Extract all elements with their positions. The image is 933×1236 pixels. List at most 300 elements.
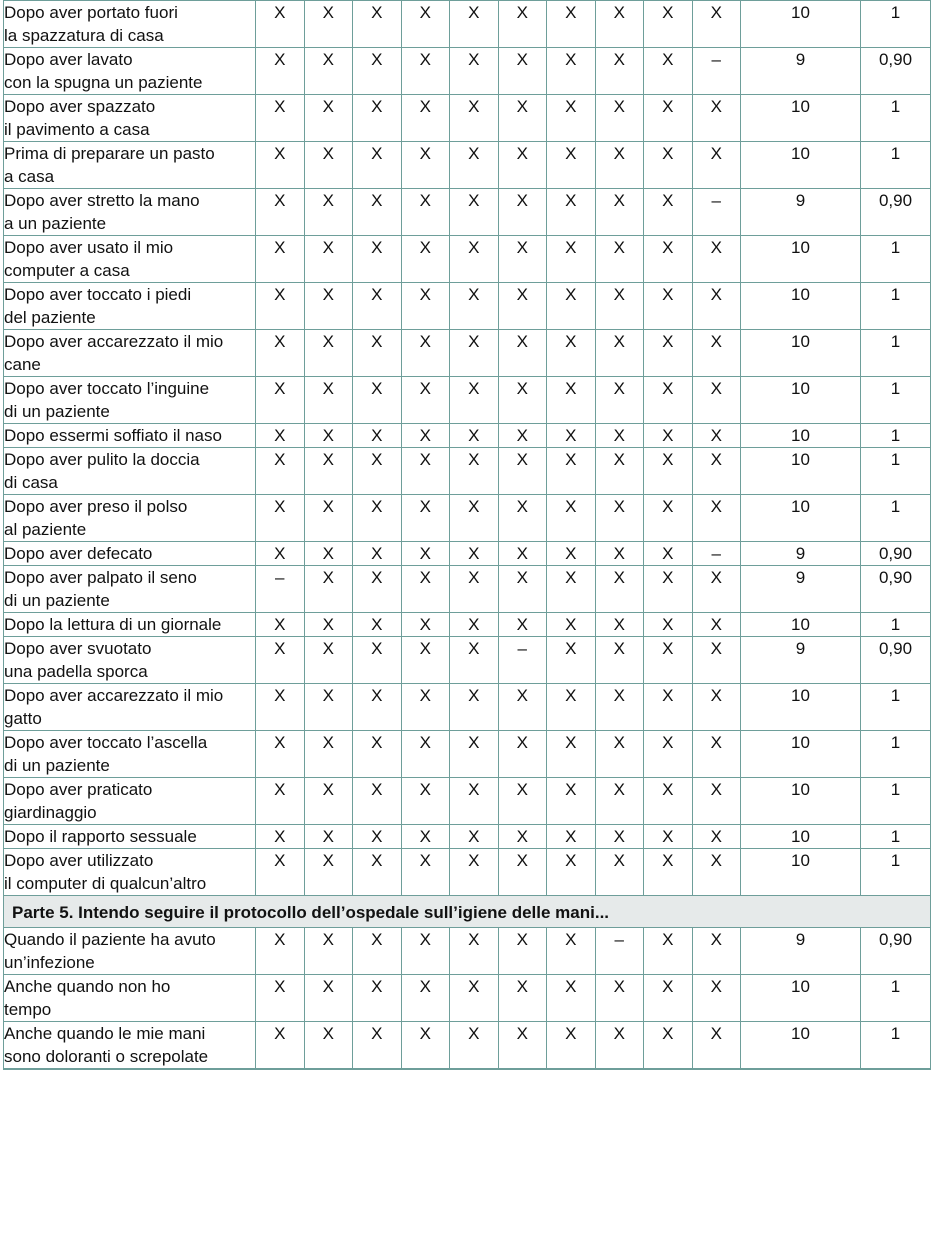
mark-cell: X <box>353 495 402 542</box>
mark-cell: X <box>644 684 693 731</box>
index-cell: 0,90 <box>861 48 931 95</box>
mark-cell: X <box>692 448 741 495</box>
row-label: Dopo il rapporto sessuale <box>4 825 256 849</box>
total-cell: 10 <box>741 778 861 825</box>
mark-cell: X <box>692 1022 741 1070</box>
mark-cell: X <box>401 495 450 542</box>
mark-cell: X <box>401 928 450 975</box>
mark-cell: X <box>498 778 547 825</box>
mark-cell: X <box>353 142 402 189</box>
mark-cell: X <box>401 95 450 142</box>
mark-cell: X <box>450 684 499 731</box>
mark-cell: X <box>498 189 547 236</box>
mark-cell: X <box>692 613 741 637</box>
mark-cell: X <box>401 637 450 684</box>
index-cell: 1 <box>861 731 931 778</box>
table-row <box>4 283 931 330</box>
mark-cell: X <box>595 283 644 330</box>
mark-cell: X <box>304 424 353 448</box>
mark-cell: X <box>644 48 693 95</box>
mark-cell: X <box>304 236 353 283</box>
mark-cell: X <box>256 542 305 566</box>
index-cell: 0,90 <box>861 189 931 236</box>
table-row <box>4 48 931 95</box>
mark-cell: X <box>450 424 499 448</box>
mark-cell: – <box>692 48 741 95</box>
mark-cell: X <box>256 330 305 377</box>
mark-cell: X <box>353 448 402 495</box>
mark-cell: – <box>692 542 741 566</box>
table-row <box>4 637 931 684</box>
mark-cell: X <box>595 1 644 48</box>
mark-cell: X <box>547 637 596 684</box>
table-row <box>4 495 931 542</box>
row-label: Dopo aver usato il mio computer a casa <box>4 236 256 283</box>
mark-cell: X <box>304 142 353 189</box>
row-label: Dopo aver svuotato una padella sporca <box>4 637 256 684</box>
mark-cell: – <box>498 637 547 684</box>
row-label: Dopo aver palpato il seno di un paziente <box>4 566 256 613</box>
mark-cell: X <box>595 236 644 283</box>
mark-cell: X <box>353 637 402 684</box>
hygiene-evaluation-table <box>3 0 931 1070</box>
mark-cell: X <box>304 542 353 566</box>
mark-cell: X <box>547 975 596 1022</box>
row-label: Prima di preparare un pasto a casa <box>4 142 256 189</box>
mark-cell: X <box>498 424 547 448</box>
row-label: Quando il paziente ha avuto un’infezione <box>4 928 256 975</box>
mark-cell: X <box>692 928 741 975</box>
mark-cell: X <box>353 566 402 613</box>
mark-cell: X <box>450 236 499 283</box>
mark-cell: X <box>353 330 402 377</box>
index-cell: 0,90 <box>861 566 931 613</box>
mark-cell: X <box>353 849 402 896</box>
mark-cell: X <box>547 142 596 189</box>
mark-cell: X <box>644 448 693 495</box>
mark-cell: X <box>401 684 450 731</box>
mark-cell: X <box>304 566 353 613</box>
mark-cell: X <box>256 95 305 142</box>
mark-cell: X <box>450 142 499 189</box>
mark-cell: X <box>644 849 693 896</box>
mark-cell: X <box>353 1022 402 1070</box>
total-cell: 10 <box>741 849 861 896</box>
index-cell: 1 <box>861 849 931 896</box>
mark-cell: X <box>304 778 353 825</box>
mark-cell: X <box>353 684 402 731</box>
mark-cell: X <box>644 424 693 448</box>
row-label: Dopo aver lavato con la spugna un paziente <box>4 48 256 95</box>
mark-cell: X <box>353 48 402 95</box>
index-cell: 1 <box>861 95 931 142</box>
mark-cell: X <box>644 1022 693 1070</box>
mark-cell: X <box>595 975 644 1022</box>
mark-cell: X <box>595 377 644 424</box>
section-header-row <box>4 896 931 928</box>
mark-cell: X <box>256 825 305 849</box>
mark-cell: X <box>401 283 450 330</box>
mark-cell: X <box>498 283 547 330</box>
table-row <box>4 928 931 975</box>
mark-cell: X <box>256 1022 305 1070</box>
index-cell: 1 <box>861 613 931 637</box>
mark-cell: X <box>353 1 402 48</box>
table-row <box>4 566 931 613</box>
mark-cell: X <box>644 95 693 142</box>
row-label: Dopo aver portato fuori la spazzatura di casa <box>4 1 256 48</box>
mark-cell: X <box>547 849 596 896</box>
mark-cell: X <box>692 637 741 684</box>
mark-cell: X <box>547 731 596 778</box>
mark-cell: X <box>401 48 450 95</box>
index-cell: 1 <box>861 377 931 424</box>
mark-cell: X <box>547 542 596 566</box>
row-label: Dopo aver toccato i piedi del paziente <box>4 283 256 330</box>
mark-cell: X <box>692 236 741 283</box>
mark-cell: X <box>498 1022 547 1070</box>
mark-cell: X <box>256 778 305 825</box>
mark-cell: X <box>498 142 547 189</box>
mark-cell: X <box>692 566 741 613</box>
mark-cell: X <box>644 731 693 778</box>
table-row <box>4 849 931 896</box>
mark-cell: X <box>644 142 693 189</box>
mark-cell: X <box>256 975 305 1022</box>
mark-cell: X <box>644 283 693 330</box>
mark-cell: X <box>353 424 402 448</box>
mark-cell: X <box>595 566 644 613</box>
index-cell: 0,90 <box>861 637 931 684</box>
mark-cell: X <box>401 189 450 236</box>
mark-cell: X <box>644 377 693 424</box>
total-cell: 10 <box>741 330 861 377</box>
mark-cell: X <box>401 566 450 613</box>
mark-cell: X <box>304 825 353 849</box>
mark-cell: X <box>353 542 402 566</box>
mark-cell: X <box>256 684 305 731</box>
mark-cell: X <box>401 330 450 377</box>
mark-cell: X <box>304 189 353 236</box>
mark-cell: X <box>256 637 305 684</box>
row-label: Dopo aver stretto la mano a un paziente <box>4 189 256 236</box>
total-cell: 10 <box>741 1022 861 1070</box>
mark-cell: X <box>498 236 547 283</box>
total-cell: 10 <box>741 825 861 849</box>
mark-cell: X <box>450 48 499 95</box>
index-cell: 1 <box>861 825 931 849</box>
mark-cell: X <box>256 731 305 778</box>
row-label: Dopo aver praticato giardinaggio <box>4 778 256 825</box>
index-cell: 1 <box>861 1022 931 1070</box>
mark-cell: X <box>498 448 547 495</box>
index-cell: 1 <box>861 424 931 448</box>
index-cell: 0,90 <box>861 542 931 566</box>
mark-cell: X <box>498 825 547 849</box>
table-row <box>4 95 931 142</box>
mark-cell: X <box>595 825 644 849</box>
mark-cell: X <box>644 825 693 849</box>
mark-cell: X <box>547 424 596 448</box>
mark-cell: X <box>644 566 693 613</box>
table-row <box>4 684 931 731</box>
mark-cell: X <box>256 142 305 189</box>
mark-cell: X <box>256 495 305 542</box>
mark-cell: X <box>401 448 450 495</box>
mark-cell: X <box>547 283 596 330</box>
total-cell: 9 <box>741 566 861 613</box>
mark-cell: X <box>644 778 693 825</box>
mark-cell: X <box>304 95 353 142</box>
row-label: Dopo aver toccato l’inguine di un paziente <box>4 377 256 424</box>
total-cell: 10 <box>741 377 861 424</box>
mark-cell: X <box>547 236 596 283</box>
index-cell: 1 <box>861 142 931 189</box>
table-row <box>4 330 931 377</box>
mark-cell: X <box>595 424 644 448</box>
mark-cell: X <box>304 849 353 896</box>
mark-cell: X <box>450 495 499 542</box>
mark-cell: X <box>401 975 450 1022</box>
mark-cell: X <box>450 542 499 566</box>
mark-cell: X <box>644 236 693 283</box>
mark-cell: X <box>401 731 450 778</box>
mark-cell: X <box>401 142 450 189</box>
mark-cell: X <box>595 330 644 377</box>
mark-cell: X <box>304 1022 353 1070</box>
mark-cell: X <box>595 448 644 495</box>
mark-cell: X <box>547 330 596 377</box>
mark-cell: X <box>692 778 741 825</box>
row-label: Anche quando non ho tempo <box>4 975 256 1022</box>
total-cell: 10 <box>741 495 861 542</box>
row-label: Dopo aver accarezzato il mio gatto <box>4 684 256 731</box>
table-row <box>4 189 931 236</box>
mark-cell: X <box>595 142 644 189</box>
mark-cell: X <box>256 236 305 283</box>
mark-cell: X <box>256 1 305 48</box>
mark-cell: X <box>304 731 353 778</box>
row-label: Dopo aver toccato l’ascella di un paziente <box>4 731 256 778</box>
mark-cell: X <box>450 928 499 975</box>
mark-cell: X <box>692 377 741 424</box>
mark-cell: X <box>450 613 499 637</box>
total-cell: 10 <box>741 142 861 189</box>
mark-cell: X <box>256 448 305 495</box>
total-cell: 10 <box>741 731 861 778</box>
mark-cell: X <box>401 825 450 849</box>
table-row <box>4 825 931 849</box>
mark-cell: X <box>498 684 547 731</box>
mark-cell: – <box>692 189 741 236</box>
mark-cell: X <box>595 542 644 566</box>
mark-cell: X <box>304 637 353 684</box>
mark-cell: X <box>353 928 402 975</box>
mark-cell: X <box>450 637 499 684</box>
mark-cell: X <box>353 283 402 330</box>
mark-cell: X <box>304 448 353 495</box>
mark-cell: X <box>595 731 644 778</box>
mark-cell: X <box>450 448 499 495</box>
mark-cell: X <box>547 613 596 637</box>
mark-cell: X <box>595 1022 644 1070</box>
total-cell: 9 <box>741 637 861 684</box>
mark-cell: X <box>547 495 596 542</box>
mark-cell: X <box>498 566 547 613</box>
mark-cell: X <box>498 731 547 778</box>
mark-cell: X <box>498 928 547 975</box>
mark-cell: X <box>450 778 499 825</box>
mark-cell: X <box>450 975 499 1022</box>
mark-cell: X <box>450 95 499 142</box>
total-cell: 10 <box>741 448 861 495</box>
mark-cell: X <box>256 849 305 896</box>
mark-cell: X <box>644 189 693 236</box>
mark-cell: X <box>547 825 596 849</box>
mark-cell: X <box>256 424 305 448</box>
mark-cell: X <box>644 542 693 566</box>
mark-cell: X <box>304 330 353 377</box>
mark-cell: X <box>547 189 596 236</box>
mark-cell: X <box>692 684 741 731</box>
table-row <box>4 1 931 48</box>
mark-cell: X <box>692 731 741 778</box>
mark-cell: X <box>256 48 305 95</box>
mark-cell: X <box>401 613 450 637</box>
mark-cell: X <box>547 928 596 975</box>
mark-cell: X <box>304 1 353 48</box>
mark-cell: X <box>595 189 644 236</box>
mark-cell: X <box>450 1 499 48</box>
total-cell: 9 <box>741 48 861 95</box>
mark-cell: X <box>547 566 596 613</box>
mark-cell: X <box>692 825 741 849</box>
mark-cell: X <box>256 928 305 975</box>
mark-cell: X <box>595 637 644 684</box>
mark-cell: X <box>692 975 741 1022</box>
mark-cell: X <box>353 975 402 1022</box>
row-label: Dopo aver pulito la doccia di casa <box>4 448 256 495</box>
mark-cell: X <box>256 377 305 424</box>
mark-cell: X <box>304 495 353 542</box>
table-row <box>4 424 931 448</box>
row-label: Dopo essermi soffiato il naso <box>4 424 256 448</box>
total-cell: 10 <box>741 95 861 142</box>
mark-cell: X <box>547 448 596 495</box>
mark-cell: X <box>353 825 402 849</box>
mark-cell: X <box>547 48 596 95</box>
mark-cell: X <box>644 928 693 975</box>
mark-cell: X <box>304 48 353 95</box>
mark-cell: X <box>595 48 644 95</box>
mark-cell: X <box>692 330 741 377</box>
index-cell: 1 <box>861 684 931 731</box>
total-cell: 9 <box>741 542 861 566</box>
total-cell: 10 <box>741 975 861 1022</box>
table-row <box>4 1022 931 1070</box>
mark-cell: X <box>353 778 402 825</box>
section-title: Parte 5. Intendo seguire il protocollo dell’ospedale sull’igiene delle mani... <box>4 896 931 928</box>
mark-cell: X <box>692 424 741 448</box>
mark-cell: X <box>401 849 450 896</box>
mark-cell: X <box>498 377 547 424</box>
mark-cell: X <box>692 95 741 142</box>
mark-cell: X <box>304 283 353 330</box>
row-label: Dopo aver spazzato il pavimento a casa <box>4 95 256 142</box>
mark-cell: X <box>401 377 450 424</box>
mark-cell: X <box>692 142 741 189</box>
table-body <box>4 1 931 1070</box>
mark-cell: X <box>595 495 644 542</box>
total-cell: 9 <box>741 928 861 975</box>
table-row <box>4 542 931 566</box>
mark-cell: X <box>353 236 402 283</box>
mark-cell: X <box>692 849 741 896</box>
mark-cell: X <box>547 778 596 825</box>
mark-cell: X <box>595 684 644 731</box>
table-row <box>4 975 931 1022</box>
index-cell: 1 <box>861 975 931 1022</box>
mark-cell: X <box>304 975 353 1022</box>
mark-cell: X <box>353 377 402 424</box>
mark-cell: X <box>256 283 305 330</box>
index-cell: 1 <box>861 236 931 283</box>
mark-cell: X <box>256 613 305 637</box>
mark-cell: X <box>498 495 547 542</box>
mark-cell: X <box>353 95 402 142</box>
mark-cell: X <box>644 975 693 1022</box>
mark-cell: X <box>644 495 693 542</box>
mark-cell: X <box>498 1 547 48</box>
mark-cell: X <box>498 613 547 637</box>
row-label: Dopo aver preso il polso al paziente <box>4 495 256 542</box>
index-cell: 1 <box>861 330 931 377</box>
table-row <box>4 613 931 637</box>
mark-cell: X <box>450 731 499 778</box>
mark-cell: X <box>498 48 547 95</box>
index-cell: 0,90 <box>861 928 931 975</box>
mark-cell: – <box>256 566 305 613</box>
row-label: Anche quando le mie mani sono doloranti o screpolate <box>4 1022 256 1070</box>
mark-cell: X <box>644 330 693 377</box>
index-cell: 1 <box>861 1 931 48</box>
mark-cell: X <box>595 849 644 896</box>
mark-cell: X <box>401 424 450 448</box>
mark-cell: X <box>256 189 305 236</box>
mark-cell: X <box>450 825 499 849</box>
mark-cell: X <box>353 731 402 778</box>
mark-cell: X <box>353 189 402 236</box>
mark-cell: X <box>498 330 547 377</box>
total-cell: 10 <box>741 283 861 330</box>
total-cell: 9 <box>741 189 861 236</box>
mark-cell: X <box>401 1 450 48</box>
mark-cell: X <box>450 1022 499 1070</box>
mark-cell: X <box>644 613 693 637</box>
total-cell: 10 <box>741 236 861 283</box>
mark-cell: X <box>547 377 596 424</box>
mark-cell: X <box>498 95 547 142</box>
mark-cell: X <box>644 637 693 684</box>
mark-cell: X <box>498 849 547 896</box>
mark-cell: X <box>547 95 596 142</box>
row-label: Dopo la lettura di un giornale <box>4 613 256 637</box>
mark-cell: X <box>498 542 547 566</box>
row-label: Dopo aver defecato <box>4 542 256 566</box>
total-cell: 10 <box>741 1 861 48</box>
mark-cell: X <box>692 1 741 48</box>
mark-cell: X <box>353 613 402 637</box>
